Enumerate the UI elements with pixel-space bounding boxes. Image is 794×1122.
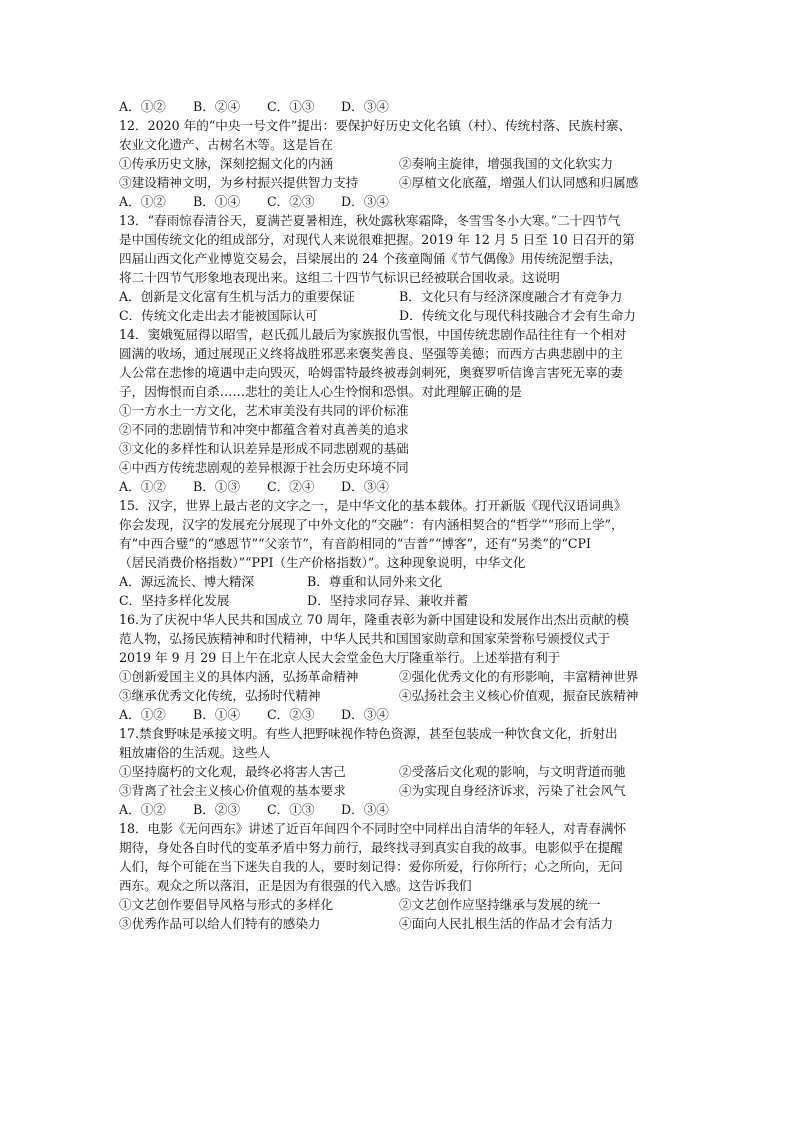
q16-stem-line: 2019 年 9 月 29 日上午在北京人民大会堂金色大厅隆重举行。上述举措有利于: [119, 650, 561, 665]
q17-option-d: D．③④: [341, 802, 389, 817]
q15-choice-d: D．坚持求同存异、兼收并蓄: [307, 593, 469, 608]
question-12: [119, 116, 679, 211]
q12-stem-line: 农业文化遗产、古树名木等。这是旨在: [119, 137, 334, 152]
q18-stem-line: 期待，身处各自时代的变革矛盾中努力前行，最终找寻到真实自我的故事。电影似乎在提醒: [119, 840, 623, 855]
q14-option-a: A．①②: [119, 479, 166, 494]
question-15: [119, 496, 679, 610]
q15-choice-b: B．尊重和认同外来文化: [307, 574, 443, 589]
q13-choice-b: B．文化只有与经济深度融合才有竞争力: [399, 289, 623, 304]
q12-statement-3: ③建设精神文明，为乡村振兴提供智力支持: [119, 175, 359, 190]
q12-statement-row: [119, 173, 679, 192]
q18-statement-row: [119, 895, 679, 914]
q16-statement-1: ①创新爱国主义的具体内涵，弘扬革命精神: [119, 669, 359, 684]
q18-statement-2: ②文艺创作应坚持继承与发展的统一: [399, 897, 601, 912]
q17-option-a: A．①②: [119, 802, 166, 817]
q17-statement-row: [119, 781, 679, 800]
q16-statement-4: ④弘扬社会主义核心价值观，振奋民族精神: [399, 688, 639, 703]
q12-statement-1: ①传承历史文脉，深刻挖掘文化的内涵: [119, 156, 334, 171]
q18-statement-4: ④面向人民扎根生活的作品才会有活力: [399, 916, 614, 931]
q17-statement-2: ②受落后文化观的影响，与文明背道而驰: [399, 764, 626, 779]
q12-option-d: D．③④: [341, 194, 389, 209]
q16-stem-line: 范人物，弘扬民族精神和时代精神，中华人民共和国国家勋章和国家荣誉称号颁授仪式于: [119, 631, 611, 646]
q18-stem-line: 西东。观众之所以落泪，正是因为有很强的代入感。这告诉我们: [119, 878, 472, 893]
q16-statement-row: [119, 686, 679, 705]
q15-stem-line: 你会发现，汉字的发展充分展现了中外文化的“交融”：有内涵相契合的“哲学”“形而上学”，: [119, 517, 624, 532]
q14-statement-2: ②不同的悲剧情节和冲突中都蕴含着对真善美的追求: [119, 422, 409, 437]
q13-choice-d: D．传统文化与现代科技融合才会有生命力: [399, 308, 636, 323]
q14-option-c: C．②④: [267, 479, 315, 494]
q15-choice-a: A．源远流长、博大精深: [119, 574, 255, 589]
q11-options: [119, 97, 679, 116]
q15-stem-line: 15．汉字，世界上最古老的文字之一，是中华文化的基本载体。打开新版《现代汉语词典》: [119, 498, 627, 513]
q14-statement-3: ③文化的多样性和认识差异是形成不同悲剧观的基础: [119, 441, 409, 456]
q16-option-c: C．②③: [267, 707, 315, 722]
q12-statement-4: ④厚植文化底蕴，增强人们认同感和归属感: [399, 175, 639, 190]
q17-statement-row: [119, 762, 679, 781]
q13-stem-line: 13．“春雨惊春清谷天，夏满芒夏暑相连，秋处露秋寒霜降，冬雪雪冬小大寒。”二十四节气: [119, 213, 621, 228]
q13-stem-line: 四届山西文化产业博览交易会，吕梁展出的 24 个孩童陶俑《节气偶像》用传统泥塑手法，: [119, 251, 622, 266]
q18-statement-row: [119, 914, 679, 933]
q17-stem-line: 17.禁食野味是承接文明。有些人把野味视作特色资源，甚至包装成一种饮食文化，折射出: [119, 726, 618, 741]
q14-statement-4: ④中西方传统悲剧观的差异根源于社会历史环境不同: [119, 460, 409, 475]
question-17: [119, 724, 679, 819]
q18-stem-line: 18．电影《无问西东》讲述了近百年间四个不同时空中同样出自清华的年轻人，对青春满怀: [119, 821, 627, 836]
q12-option-a: A．①②: [119, 194, 166, 209]
question-18: [119, 819, 679, 933]
q15-stem-line: 有“中西合璧”的“感恩节”“父亲节”，有音韵相同的“吉普”“博客”，还有“另类”的“CPI: [119, 536, 592, 551]
question-16: [119, 610, 679, 724]
question-14: [119, 325, 679, 496]
q16-statement-row: [119, 667, 679, 686]
q14-stem-line: 圆满的收场，通过展现正义终将战胜邪恶来褒奖善良、坚强等美德；而西方古典悲剧中的主: [119, 346, 623, 361]
q11-option-c: C．①③: [267, 99, 315, 114]
q12-statement-2: ②奏响主旋律，增强我国的文化软实力: [399, 156, 614, 171]
q15-choice-row: [119, 591, 679, 610]
q17-statement-3: ③背离了社会主义核心价值观的基本要求: [119, 783, 346, 798]
q14-options: [119, 477, 679, 496]
q17-option-b: B．②③: [193, 802, 241, 817]
q16-stem-line: 16.为了庆祝中华人民共和国成立 70 周年，隆重表彰为新中国建设和发展作出杰出贡献的模: [119, 612, 630, 627]
q13-stem-line: 将二十四节气形象地表现出来。这组二十四节气标识已经被联合国收录。这说明: [119, 270, 560, 285]
q11-option-a: A．①②: [119, 99, 166, 114]
q12-option-c: C．②③: [267, 194, 315, 209]
q13-choice-row: [119, 287, 679, 306]
q17-stem-line: 粗放庸俗的生活观。这些人: [119, 745, 271, 760]
q16-statement-3: ③继承优秀文化传统，弘扬时代精神: [119, 688, 321, 703]
q18-statement-1: ①文艺创作要倡导风格与形式的多样化: [119, 897, 334, 912]
q12-stem-line: 12．2020 年的“中央一号文件”提出：要保护好历史文化名镇（村）、传统村落、民族村寨、: [119, 118, 632, 133]
q13-choice-a: A．创新是文化富有生机与活力的重要保证: [119, 289, 355, 304]
q16-option-d: D．③④: [341, 707, 389, 722]
q13-stem-line: 是中国传统文化的组成部分，对现代人来说很难把握。2019 年 12 月 5 日至 10 日召开的第: [119, 232, 635, 247]
q16-statement-2: ②强化优秀文化的有形影响，丰富精神世界: [399, 669, 639, 684]
q14-stem-line: 子，因悔恨而自杀……悲壮的美让人心生怜悯和恐惧。对此理解正确的是: [119, 384, 522, 399]
q12-options: [119, 192, 679, 211]
q15-stem-line: （居民消费价格指数）”“PPI（生产价格指数）”。这种现象说明，中华文化: [119, 555, 526, 570]
q18-stem-line: 人们，每个可能在当下迷失自我的人，要时刻记得：爱你所爱，行你所行；心之所向，无问: [119, 859, 623, 874]
q15-choice-c: C．坚持多样化发展: [119, 593, 230, 608]
question-13: [119, 211, 679, 325]
q16-option-a: A．①②: [119, 707, 166, 722]
q17-options: [119, 800, 679, 819]
q17-statement-1: ①坚持腐朽的文化观，最终必将害人害己: [119, 764, 346, 779]
q11-option-d: D．③④: [341, 99, 389, 114]
q12-statement-row: [119, 154, 679, 173]
q16-option-b: B．①④: [193, 707, 241, 722]
q14-option-b: B．①③: [193, 479, 241, 494]
q14-statement-1: ①一方水土一方文化，艺术审美没有共同的评价标准: [119, 403, 409, 418]
q16-options: [119, 705, 679, 724]
q11-option-b: B．②④: [193, 99, 241, 114]
q12-option-b: B．①④: [193, 194, 241, 209]
q17-statement-4: ④为实现自身经济诉求，污染了社会风气: [399, 783, 626, 798]
q15-choice-row: [119, 572, 679, 591]
exam-page: [119, 97, 679, 933]
q18-statement-3: ③优秀作品可以给人们特有的感染力: [119, 916, 321, 931]
q13-choice-row: [119, 306, 679, 325]
q13-choice-c: C．传统文化走出去才能被国际认可: [119, 308, 318, 323]
q14-option-d: D．③④: [341, 479, 389, 494]
q17-option-c: C．①③: [267, 802, 315, 817]
q14-stem-line: 14．窦娥冤屈得以昭雪，赵氏孤儿最后为家族报仇雪恨，中国传统悲剧作品往往有一个相对: [119, 327, 627, 342]
q14-stem-line: 人公常在悲惨的境遇中走向毁灭，哈姆雷特最终被毒剑刺死，奥赛罗听信谗言害死无辜的妻: [119, 365, 623, 380]
